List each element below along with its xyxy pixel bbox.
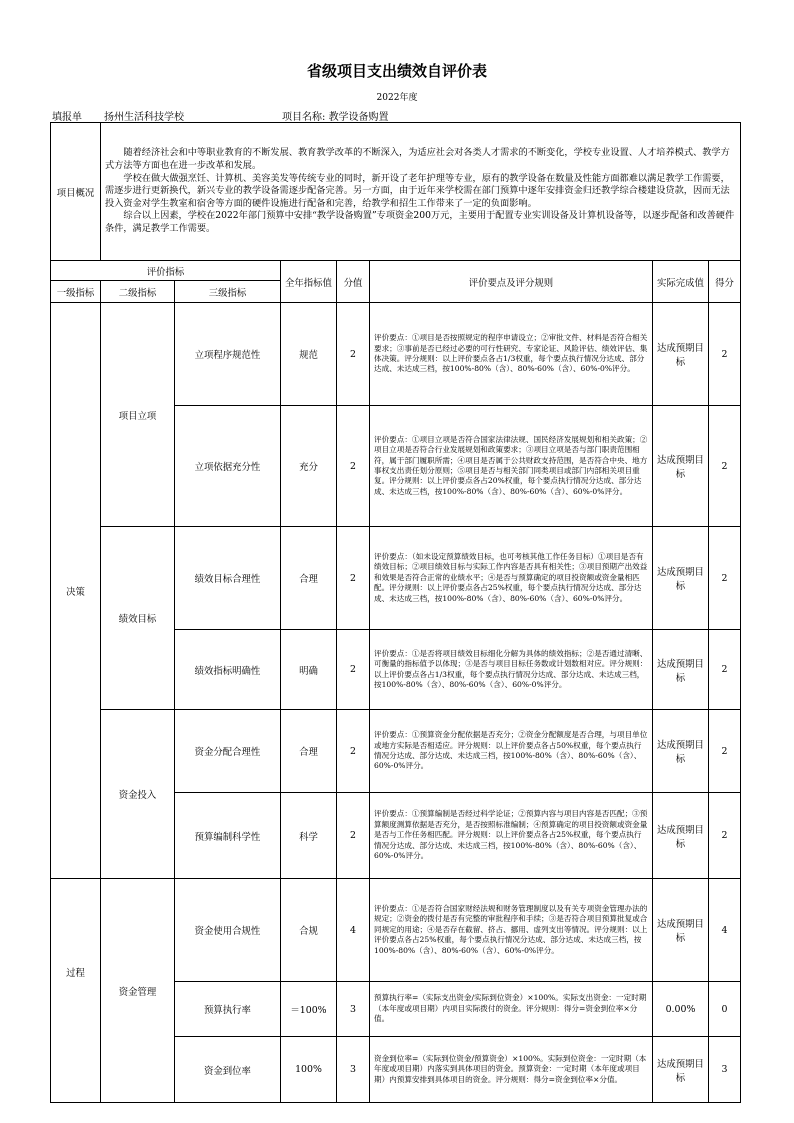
- header-score-value: 分值: [337, 261, 370, 303]
- value-cell: 2: [337, 303, 370, 406]
- rule-cell: 评价要点：①是否符合国家财经法规和财务管理制度以及有关专项资金管理办法的规定；②资金的拨付是否有完整的审批程序和手续；③是否符合项目预算批复或合同规定的用途；④是否存在截留、挤占、挪用、虚列支出等情况。评分规则：以上评价要点各占25%权重，每个要点执行情况分达成、部分达成、未达成三档，按100%-80%（含）、80%-60%（含）、60%-0%评分。: [370, 879, 653, 982]
- l3-cell: 资金到位率: [175, 1037, 281, 1103]
- score-cell: 2: [709, 406, 741, 527]
- actual-cell: 达成预期目标: [653, 1037, 709, 1103]
- value-cell: 2: [337, 793, 370, 879]
- header-rules: 评价要点及评分规则: [370, 261, 653, 303]
- overview-row: [51, 123, 741, 261]
- header-actual: 实际完成值: [653, 261, 709, 303]
- table-row: [51, 527, 741, 630]
- header-indicator: 评价指标: [51, 261, 281, 281]
- target-cell: 充分: [281, 406, 337, 527]
- actual-cell: 达成预期目标: [653, 527, 709, 630]
- header-score: 得分: [709, 261, 741, 303]
- actual-cell: 0.00%: [653, 982, 709, 1037]
- score-cell: 3: [709, 1037, 741, 1103]
- table-row: [51, 303, 741, 406]
- score-cell: 2: [709, 630, 741, 710]
- actual-cell: 达成预期目标: [653, 879, 709, 982]
- header-level2: 二级指标: [101, 281, 175, 303]
- l1-decision: 决策: [51, 303, 101, 879]
- value-cell: 4: [337, 879, 370, 982]
- l3-cell: 资金分配合理性: [175, 710, 281, 793]
- score-cell: 2: [709, 793, 741, 879]
- table-row: [51, 879, 741, 982]
- value-cell: 3: [337, 1037, 370, 1103]
- l3-cell: 立项程序规范性: [175, 303, 281, 406]
- evaluation-table: [50, 122, 741, 1103]
- target-cell: ＝100%: [281, 982, 337, 1037]
- rule-cell: 评价要点：（如未设定预算绩效目标，也可考核其他工作任务目标）①项目是否有绩效目标；②项目绩效目标与实际工作内容是否具有相关性；③项目预期产出效益和效果是否符合正常的业绩水平；④是否与预算确定的项目投资额或资金量相匹配。评分规则：以上评价要点各占25%权重，每个要点执行情况分达成、部分达成、未达成三档，按100%-80%（含）、80%-60%（含）、60%-0%评分。: [370, 527, 653, 630]
- l3-cell: 立项依据充分性: [175, 406, 281, 527]
- actual-cell: 达成预期目标: [653, 630, 709, 710]
- l3-cell: 预算编制科学性: [175, 793, 281, 879]
- target-cell: 规范: [281, 303, 337, 406]
- header-level1: 一级指标: [51, 281, 101, 303]
- score-cell: 4: [709, 879, 741, 982]
- actual-cell: 达成预期目标: [653, 406, 709, 527]
- target-cell: 合理: [281, 710, 337, 793]
- l1-process-label: 过程: [66, 968, 85, 979]
- target-cell: 科学: [281, 793, 337, 879]
- rule-cell: 评价要点：①是否将项目绩效目标细化分解为具体的绩效指标；②是否通过清晰、可衡量的指标值予以体现；③是否与项目目标任务数或计划数相对应。评分规则：以上评价要点各占1/3权重，每个要点执行情况分达成、部分达成、未达成三档，按100%-80%（含）、80%-60%（含）、60%-0%评分。: [370, 630, 653, 710]
- header-row-1: [51, 261, 741, 281]
- header-target: 全年指标值: [281, 261, 337, 303]
- target-cell: 明确: [281, 630, 337, 710]
- overview-paragraph: 随着经济社会和中等职业教育的不断发展、教育教学改革的不断深入，为适应社会对各类人才需求的不断变化，学校专业设置、人才培养模式、教学方式方法等方面也在进一步改革和发展。: [105, 147, 730, 172]
- l2-target: 绩效目标: [101, 527, 175, 710]
- target-cell: 合规: [281, 879, 337, 982]
- target-cell: 100%: [281, 1037, 337, 1103]
- overview-content: [101, 123, 741, 261]
- target-cell: 合理: [281, 527, 337, 630]
- actual-cell: 达成预期目标: [653, 303, 709, 406]
- rule-cell: 评价要点：①预算编制是否经过科学论证；②预算内容与项目内容是否匹配；③预算额度测算依据是否充分，是否按照标准编制；④预算确定的项目投资额或资金量是否与工作任务相匹配。评分规则：以上评价要点各占25%权重，每个要点执行情况分达成、部分达成、未达成三档，按100%-80%（含）、80%-60%（含）、60%-0%评分。: [370, 793, 653, 879]
- l1-process: [51, 879, 101, 1103]
- l3-cell: 绩效指标明确性: [175, 630, 281, 710]
- unit-name: 扬州生活科技学校: [104, 112, 184, 123]
- overview-paragraph: 学校在做大做强烹饪、计算机、美容美发等传统专业的同时，新开设了老年护理等专业，原有的教学设备在数量及性能方面都难以满足教学工作需要，需逐步进行更新换代，新兴专业的教学设备需逐步配备完善。另一方面，由于近年来学校需在部门预算中逐年安排资金归还教学综合楼建设贷款，因而无法投入资金对学生教室和宿舍等方面的硬件设施进行配备和完善，给教学和招生工作带来了一定的负面影响。: [105, 172, 730, 209]
- value-cell: 2: [337, 527, 370, 630]
- rule-cell: 资金到位率=（实际到位资金/预算资金）×100%。实际到位资金：一定时期（本年度或项目期）内落实到具体项目的资金。预算资金：一定时期（本年度或项目期）内预算安排到具体项目的资金。评分规则：得分=资金到位率×分值。: [370, 1037, 653, 1103]
- value-cell: 2: [337, 406, 370, 527]
- rule-cell: 预算执行率=（实际支出资金/实际到位资金）×100%。实际支出资金：一定时期（本年度或项目期）内项目实际拨付的资金。评分规则：得分=资金到位率×分值。: [370, 982, 653, 1037]
- score-cell: 0: [709, 982, 741, 1037]
- score-cell: 2: [709, 527, 741, 630]
- l3-cell: 预算执行率: [175, 982, 281, 1037]
- value-cell: 2: [337, 630, 370, 710]
- rule-cell: 评价要点：①项目立项是否符合国家法律法规、国民经济发展规划和相关政策；②项目立项是否符合行业发展规划和政策要求；③项目立项是否与部门职责范围相符，属于部门履职所需；④项目是否属于公共财政支持范围，是否符合中央、地方事权支出责任划分原则；⑤项目是否与相关部门同类项目或部门内部相关项目重复。评分规则：以上评价要点各占20%权重，每个要点执行情况分达成、部分达成、未达成三档，按100%-80%（含）、80%-60%（含）、60%-0%评分。: [370, 406, 653, 527]
- header-level3: 三级指标: [175, 281, 281, 303]
- l3-cell: 绩效目标合理性: [175, 527, 281, 630]
- l2-funds-input: 资金投入: [101, 710, 175, 879]
- project-name-line: [282, 108, 389, 123]
- form-label: 填报单: [52, 112, 82, 123]
- table-row: [51, 710, 741, 793]
- info-line: [52, 108, 389, 123]
- report-year: 2022年度: [376, 93, 418, 103]
- page-title: 省级项目支出绩效自评价表: [306, 62, 487, 80]
- rule-cell: 评价要点：①项目是否按照规定的程序申请设立；②审批文件、材料是否符合相关要求；③事前是否已经过必要的可行性研究、专家论证、风险评估、绩效评估、集体决策。评分规则：以上评价要点各占1/3权重，每个要点执行情况分达成、部分达成、未达成三档，按100%-80%（含）、80%-60%（含）、60%-0%评分。: [370, 303, 653, 406]
- project-name-label: 项目名称:: [282, 112, 326, 123]
- l2-project: 项目立项: [101, 303, 175, 527]
- overview-paragraph: 综合以上因素，学校在2022年部门预算中安排“教学设备购置”专项资金200万元，主要用于配置专业实训设备及计算机设备等，以逐步配备和改善硬件条件，满足教学工作需要。: [105, 210, 735, 234]
- score-cell: 2: [709, 710, 741, 793]
- score-cell: 2: [709, 303, 741, 406]
- project-name-value: 教学设备购置: [328, 112, 389, 123]
- actual-cell: 达成预期目标: [653, 710, 709, 793]
- value-cell: 2: [337, 710, 370, 793]
- overview-label: 项目概况: [51, 123, 101, 261]
- l3-cell: 资金使用合规性: [175, 879, 281, 982]
- l2-funds-mgmt: 资金管理: [101, 879, 175, 1103]
- rule-cell: 评价要点：①预算资金分配依据是否充分；②资金分配额度是否合理，与项目单位或地方实际是否相适应。评分规则：以上评价要点各占50%权重，每个要点执行情况分达成、部分达成、未达成三档，按100%-80%（含）、80%-60%（含）、60%-0%评分。: [370, 710, 653, 793]
- value-cell: 3: [337, 982, 370, 1037]
- actual-cell: 达成预期目标: [653, 793, 709, 879]
